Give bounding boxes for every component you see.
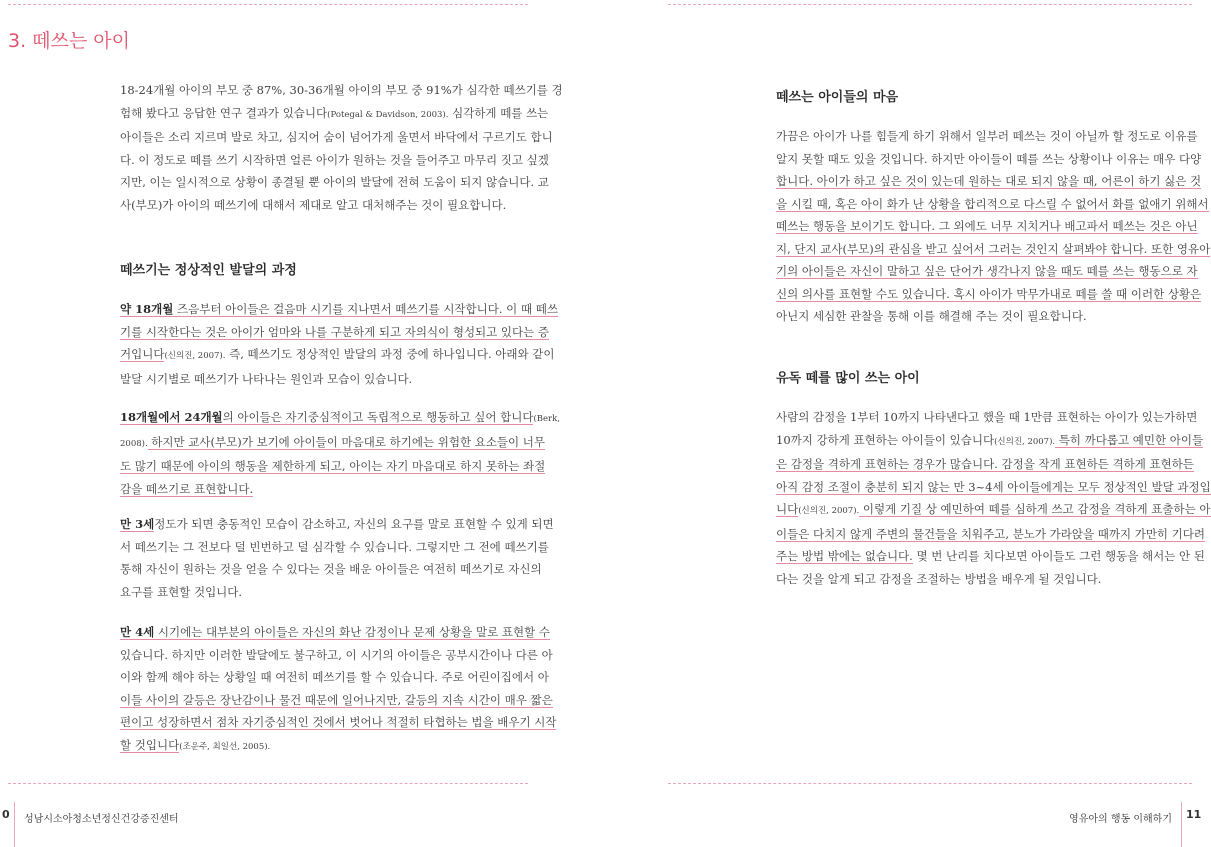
citation: 2008).	[120, 438, 148, 449]
s3-line-3	[776, 453, 1194, 476]
s3-l6: 이들은 다치지 않게 주변의 물건들을 치워주고, 분노가 가라앉을 때까지 가만히 기다려	[776, 526, 1206, 541]
s2-line-3	[776, 170, 1202, 193]
p1-l1: 즈음부터 아이들은 걸음마 시기를 지나면서 떼쓰기를 시작합니다. 이 때 떼쓰	[173, 302, 558, 316]
s2-line-7	[776, 260, 1198, 283]
s3-line-5	[776, 498, 1211, 523]
paragraph-age-3	[120, 513, 554, 603]
s2-line-4	[776, 193, 1209, 216]
intro-line-2	[120, 102, 549, 127]
p4-l4: 이들 사이의 갈등은 장난감이나 물건 때문에 일어나지만, 갈등의 지속 시간이 매우 짧은	[120, 692, 553, 707]
p4-l1: 시기에는 대부분의 아이들은 자신의 화난 감정이나 문제 상황을 말로 표현할 수	[154, 625, 550, 639]
citation: (신의진, 2007).	[798, 506, 860, 516]
section-heading-frequent-tantrums: 유독 떼를 많이 쓰는 아이	[776, 371, 920, 386]
p2-l4: 감을 떼쓰기로 표현합니다.	[120, 481, 254, 496]
p3-line-4: 요구를 표현할 것입니다.	[120, 584, 243, 599]
s3-l4: 아직 감정 조절이 충분히 되지 않는 만 3~4세 아이들에게는 모두 정상적인 발달 과정입	[776, 479, 1211, 494]
footer-divider-right	[1181, 802, 1182, 847]
footer-divider-left	[14, 802, 15, 847]
p2-line-2	[120, 431, 546, 456]
p4-line-1	[120, 621, 550, 644]
p2-l1: 의 아이들은 자기중심적이고 독립적으로 행동하고 싶어 합니다	[222, 410, 534, 424]
s2-line-9: 아닌지 세심한 관찰을 통해 이를 해결해 주는 것이 필요합니다.	[776, 309, 1087, 323]
p2-line-4	[120, 478, 539, 501]
intro-line-2-text: 험해 봤다고 응답한 연구 결과가 있습니다	[120, 105, 328, 120]
s2-l4: 을 시킬 때, 혹은 아이 화가 난 상황을 합리적으로 다스릴 수 없어서 화를 없애기 위해서	[776, 196, 1209, 211]
top-rule-right	[668, 4, 1192, 5]
s2-l6: 지, 단지 교사(부모)의 관심을 받고 싶어서 그러는 것인지 살펴봐야 합니다. 또한 영유아	[776, 241, 1211, 256]
s3-line-4	[776, 476, 1211, 499]
s3-l5b: 이렇게 기질 상 예민하여 떼를 심하게 쓰고 감정을 격하게 표출하는 아	[859, 502, 1211, 516]
intro-line-4: 다. 이 정도로 떼를 쓰기 시작하면 얼른 아이가 원하는 것을 들어주고 마무리 짓고 싶겠	[120, 152, 549, 167]
bottom-rule-right	[668, 783, 1192, 784]
paragraph-18-24-months	[120, 406, 560, 500]
s2-line-5	[776, 215, 1198, 238]
p2-l3: 도 많기 때문에 아이의 행동을 제한하게 되고, 아이는 자기 마음대로 하지 못하는 좌절	[120, 459, 546, 473]
s2-l3: 합니다. 아이가 하고 싶은 것이 있는데 원하는 대로 되지 않을 때, 어른이 하기 싫은 것	[776, 174, 1202, 188]
p3-line-1	[120, 513, 554, 536]
s3-l2b: 특히 까다롭고 예민한 아이들	[1055, 432, 1204, 447]
footer-section-title: 영유아의 행동 이해하기	[1069, 814, 1172, 825]
p4-line-6	[120, 734, 539, 759]
p2-bold: 18개월에서 24개월	[120, 410, 223, 424]
paragraph-18-months	[120, 298, 558, 390]
s3-line-8: 다는 것을 알게 되고 감정을 조절하는 방법을 배우게 될 것입니다.	[776, 571, 1102, 586]
p1-l3b: 즉, 떼쓰기도 정상적인 발달의 과정 중에 하나입니다. 아래와 같이	[225, 347, 555, 361]
citation: (신의진, 2007).	[164, 351, 226, 361]
s3-l3: 은 감정을 격하게 표현하는 경우가 많습니다. 감정을 작게 표현하든 격하게 표현하든	[776, 457, 1194, 471]
intro-line-1: 18-24개월 아이의 부모 중 87%, 30-36개월 아이의 부모 중 91%가 심각한 떼쓰기를 경	[120, 83, 563, 97]
p4-line-5	[120, 711, 557, 734]
intro-line-3: 아이들은 소리 지르며 발로 차고, 심지어 숨이 넘어가게 울면서 바닥에서 구르기도 합니	[120, 130, 553, 144]
p2-l2: 하지만 교사(부모)가 보기에 아이들이 마음대로 하기에는 위험한 요소들이 너무	[147, 434, 546, 449]
s3-l7b: 몇 번 난리를 치다보면 아이들도 그런 행동을 해서는 안 된	[912, 549, 1205, 563]
p4-line-3: 이와 함께 해야 하는 상황일 때 여전히 떼쓰기를 할 수 있습니다. 주로 어린이집에서 아	[120, 670, 549, 684]
citation: (조운주, 최일선, 2005).	[179, 741, 271, 752]
s2-line-6	[776, 238, 1211, 261]
page-number-right: 11	[1186, 808, 1202, 821]
p3-line-3: 통해 자신이 원하는 것을 얻을 수 있다는 것을 배운 아이들은 여전히 떼쓰기로 자신의	[120, 562, 542, 576]
intro-line-6: 사(부모)가 아이의 떼쓰기에 대해서 제대로 알고 대처해주는 것이 필요합니다.	[120, 197, 507, 212]
intro-paragraph	[120, 79, 563, 216]
p1-line-2	[120, 321, 550, 344]
citation: (Berk,	[533, 414, 560, 424]
p2-line-1	[120, 406, 560, 431]
paragraph-age-4	[120, 621, 557, 758]
s3-line-1: 사람의 감정을 1부터 10까지 나타낸다고 했을 때 1만큼 표현하는 아이가 있는가하면	[776, 410, 1198, 424]
section-heading-children-mind: 떼쓰는 아이들의 마음	[776, 90, 899, 105]
s2-line-8	[776, 283, 1202, 306]
s3-line-6	[776, 523, 1206, 546]
s2-l8: 신의 의사를 표현할 수도 있습니다. 혹시 아이가 막무가내로 떼를 쓸 때 이러한 상황은	[776, 286, 1202, 301]
intro-line-5: 지만, 이는 일시적으로 상황이 종결될 뿐 아이의 발달에 전혀 도움이 되지 않습니다. 교	[120, 175, 549, 189]
intro-line-2-tail: 심각하게 떼를 쓰는	[448, 105, 549, 120]
s3-line-7	[776, 545, 1205, 568]
s3-l2a: 10까지 강하게 표현하는 아이들이 있습니다	[776, 432, 995, 447]
chapter-title: 3. 떼쓰는 아이	[8, 30, 130, 52]
page-number-left: 0	[2, 808, 10, 821]
p1-l2: 기를 시작한다는 것은 아이가 엄마와 나를 구분하게 되고 자의식이 형성되고 있다는 증	[120, 324, 550, 339]
bottom-rule-left	[8, 783, 528, 784]
paragraph-children-mind	[776, 125, 1211, 328]
s3-l7a: 주는 방법 밖에는 없습니다.	[776, 549, 913, 563]
p1-line-4: 발달 시기별로 떼쓰기가 나타나는 원인과 모습이 있습니다.	[120, 371, 413, 386]
p1-line-1	[120, 298, 558, 321]
s2-l7: 기의 아이들은 자신이 말하고 싶은 단어가 생각나지 않을 때도 떼를 쓰는 행동으로 자	[776, 264, 1198, 278]
s2-line-2: 알지 못할 때도 있을 것입니다. 하지만 아이들이 떼를 쓰는 상황이나 이유는 매우 다양	[776, 151, 1202, 166]
p3-l1: 정도가 되면 충동적인 모습이 감소하고, 자신의 요구를 말로 표현할 수 있게 되면	[154, 517, 554, 531]
p1-l3a: 거입니다	[120, 347, 165, 361]
p4-line-2: 있습니다. 하지만 이러한 발달에도 불구하고, 이 시기의 아이들은 공부시간이나 다른 아	[120, 647, 553, 662]
s3-l5a: 니다	[776, 502, 799, 516]
s3-line-2	[776, 429, 1204, 454]
citation: (신의진, 2007).	[994, 436, 1056, 447]
p4-line-4	[120, 689, 553, 712]
p3-bold: 만 3세	[120, 517, 155, 531]
paragraph-frequent-tantrums	[776, 406, 1211, 590]
p1-line-3	[120, 343, 555, 368]
section-heading-normal-development: 떼쓰기는 정상적인 발달의 과정	[120, 263, 297, 278]
top-rule-left	[8, 4, 528, 5]
p1-bold: 약 18개월	[120, 302, 174, 316]
p4-l6: 할 것입니다	[120, 737, 180, 752]
p4-l5: 편이고 성장하면서 점차 자기중심적인 것에서 벗어나 적절히 타협하는 법을 배우기 시작	[120, 715, 557, 729]
footer-organization: 성남시소아청소년정신건강증진센터	[24, 814, 179, 825]
p2-line-3	[120, 455, 546, 478]
s2-l5: 떼쓰는 행동을 보이기도 합니다. 그 외에도 너무 지치거나 배고파서 떼쓰는 것은 아닌	[776, 219, 1198, 233]
s2-line-1: 가끔은 아이가 나를 힘들게 하기 위해서 일부러 떼쓰는 것이 아닐까 할 정도로 이유를	[776, 129, 1198, 143]
citation: (Potegal & Davidson, 2003).	[327, 109, 449, 120]
p4-bold: 만 4세	[120, 625, 155, 639]
p3-line-2: 서 떼쓰기는 그 전보다 덜 빈번하고 덜 심각할 수 있습니다. 그렇지만 그 전에 떼쓰기를	[120, 539, 549, 554]
